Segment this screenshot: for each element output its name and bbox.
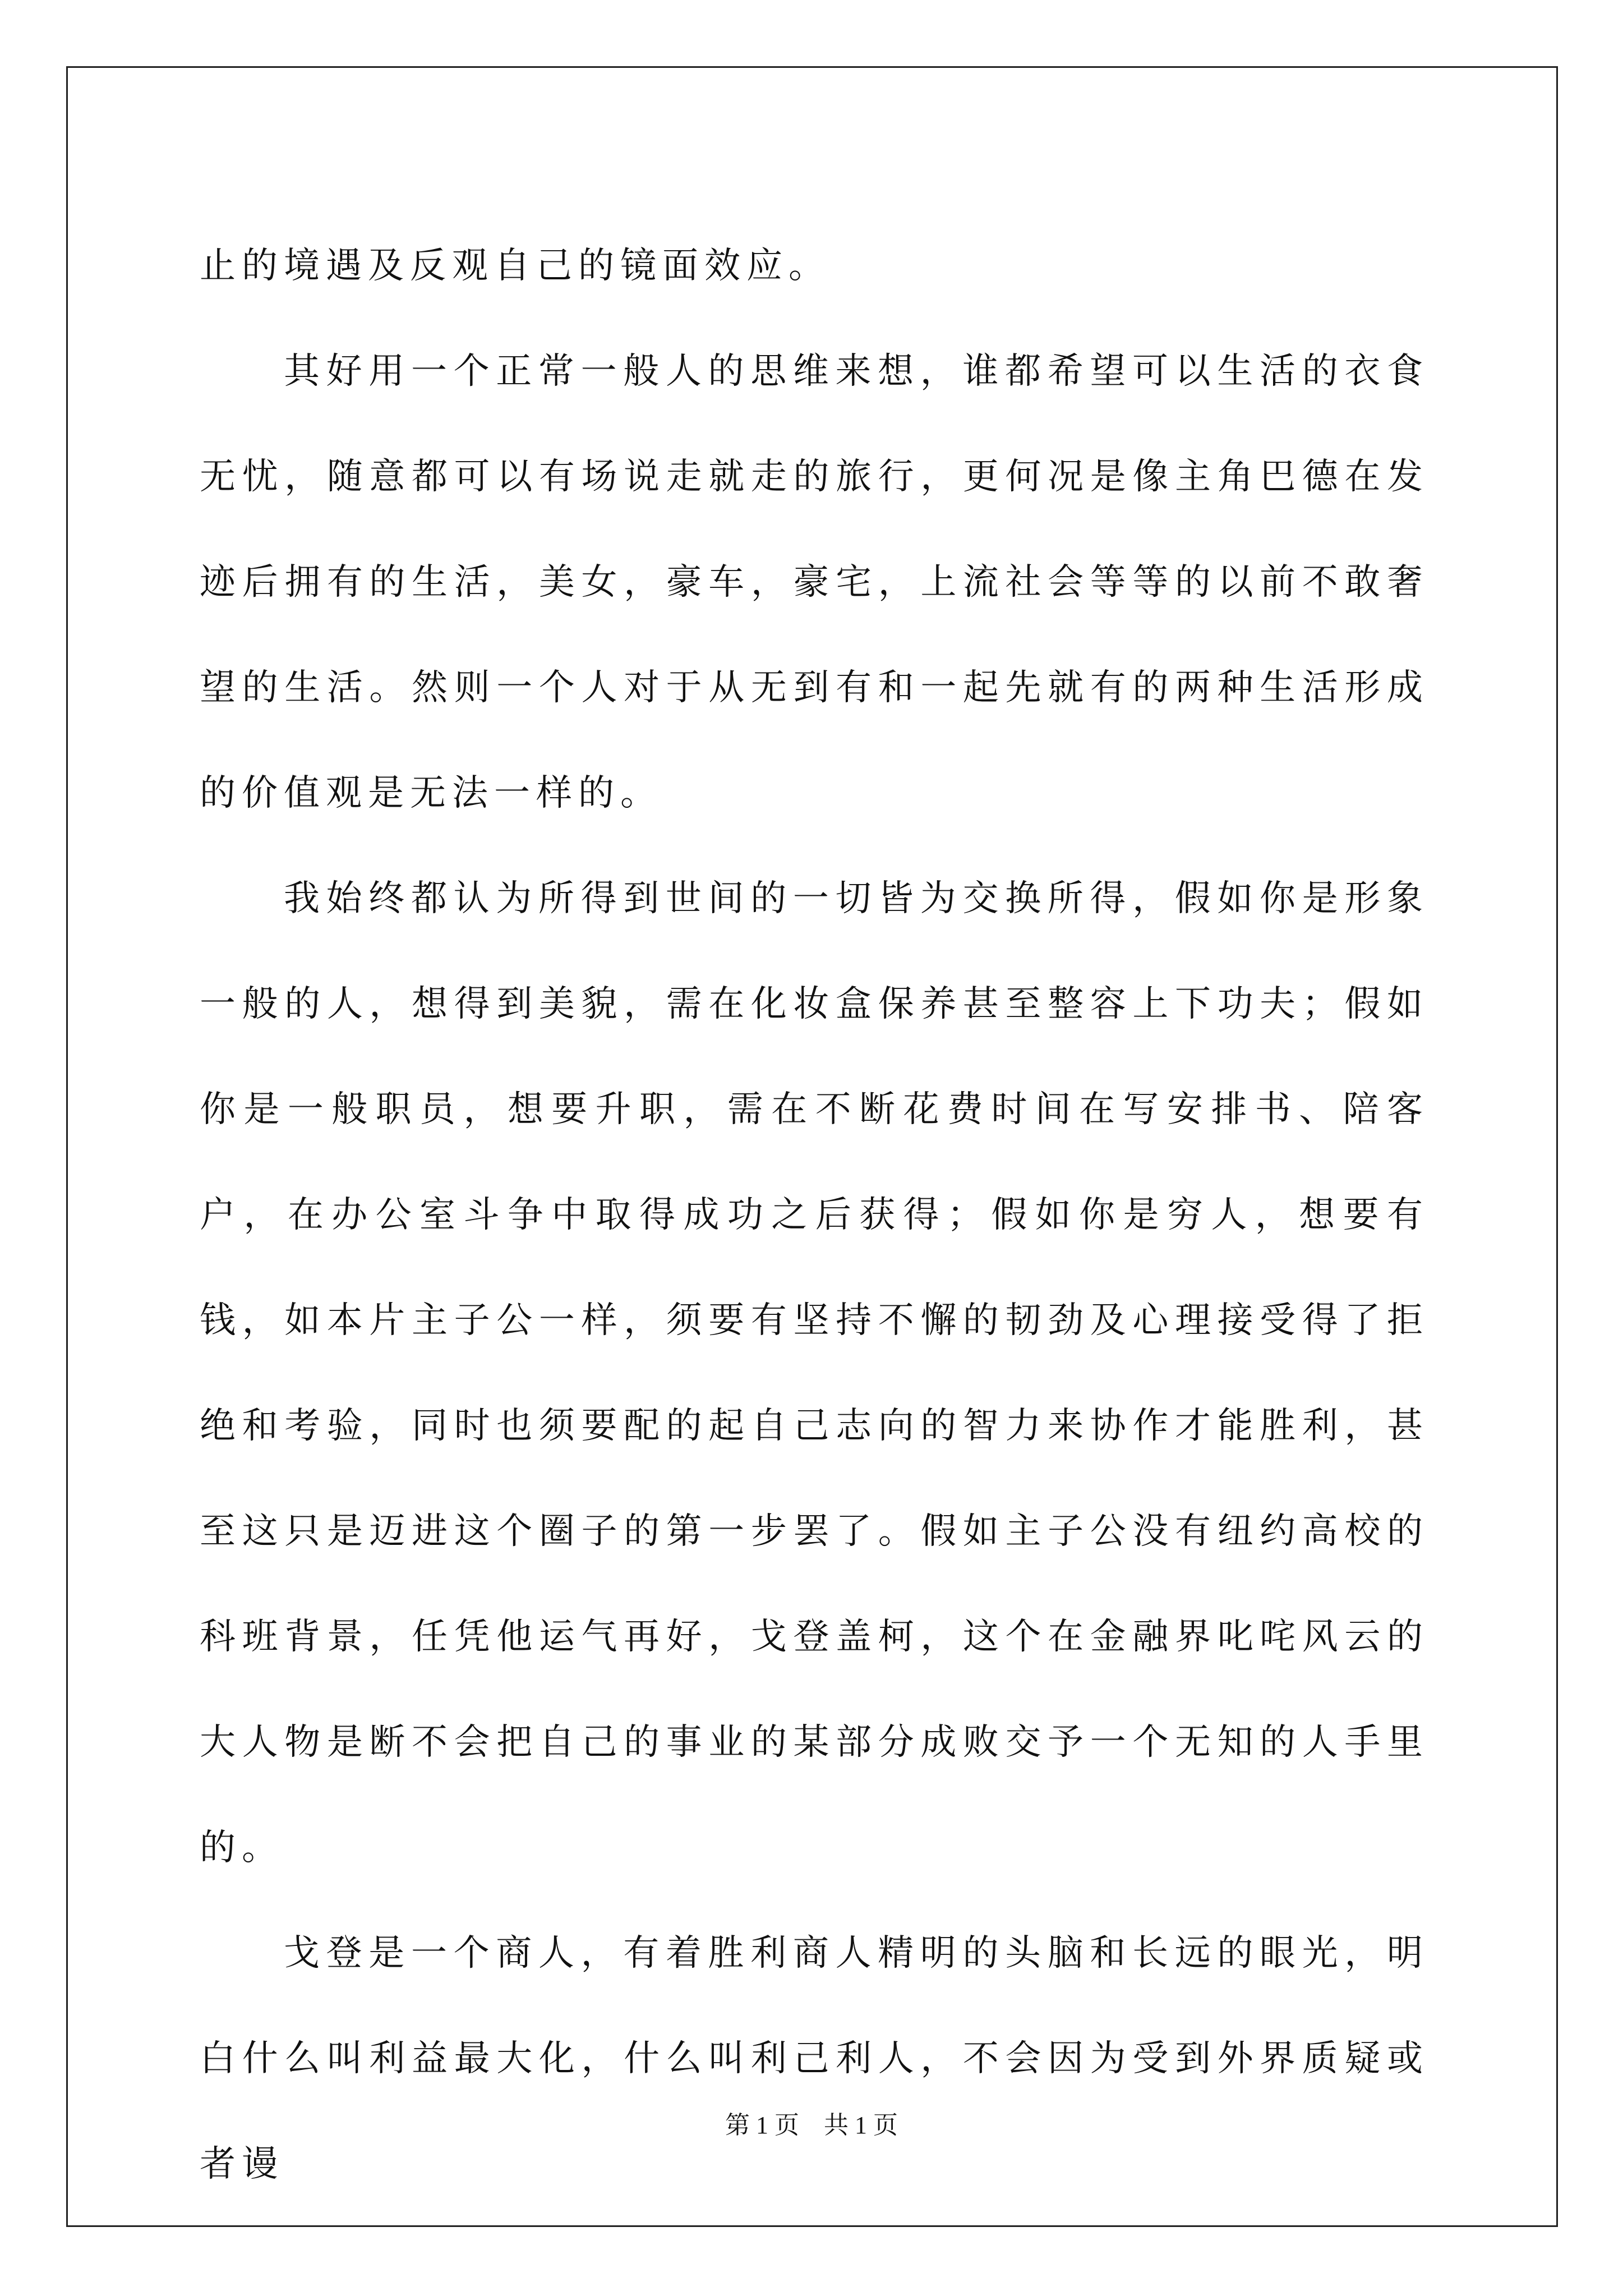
paragraph: 我始终都认为所得到世间的一切皆为交换所得，假如你是形象一般的人，想得到美貌，需在化妆盒保养甚至整容上下功夫；假如你是一般职员，想要升职，需在不断花费时间在写安排书、陪客户，在办公室斗争中取得成功之后获得；假如你是穷人，想要有钱，如本片主子公一样，须要有坚持不懈的韧劲及心理接受得了拒绝和考验，同时也须要配的起自己志向的智力来协作才能胜利，甚至这只是迈进这个圈子的第一步罢了。假如主子公没有纽约高校的科班背景，任凭他运气再好，戈登盖柯，这个在金融界叱咤风云的大人物是断不会把自己的事业的某部分成败交予一个无知的人手里的。: [200, 878, 1429, 1869]
document-body: [200, 213, 1429, 2217]
paragraph: 其好用一个正常一般人的思维来想，谁都希望可以生活的衣食无忧，随意都可以有场说走就走的旅行，更何况是像主角巴德在发迹后拥有的生活，美女，豪车，豪宅，上流社会等等的以前不敢奢望的生活。然则一个人对于从无到有和一起先就有的两种生活形成的价值观是无法一样的。: [200, 351, 1429, 814]
paragraph: 戈登是一个商人，有着胜利商人精明的头脑和长远的眼光，明白什么叫利益最大化，什么叫利己利人，不会因为受到外界质疑或者谩: [200, 1932, 1429, 2185]
page-number-footer: 第 1 页 共 1 页: [725, 2111, 898, 2139]
paragraph-continuation: 止的境遇及反观自己的镜面效应。: [200, 245, 831, 287]
